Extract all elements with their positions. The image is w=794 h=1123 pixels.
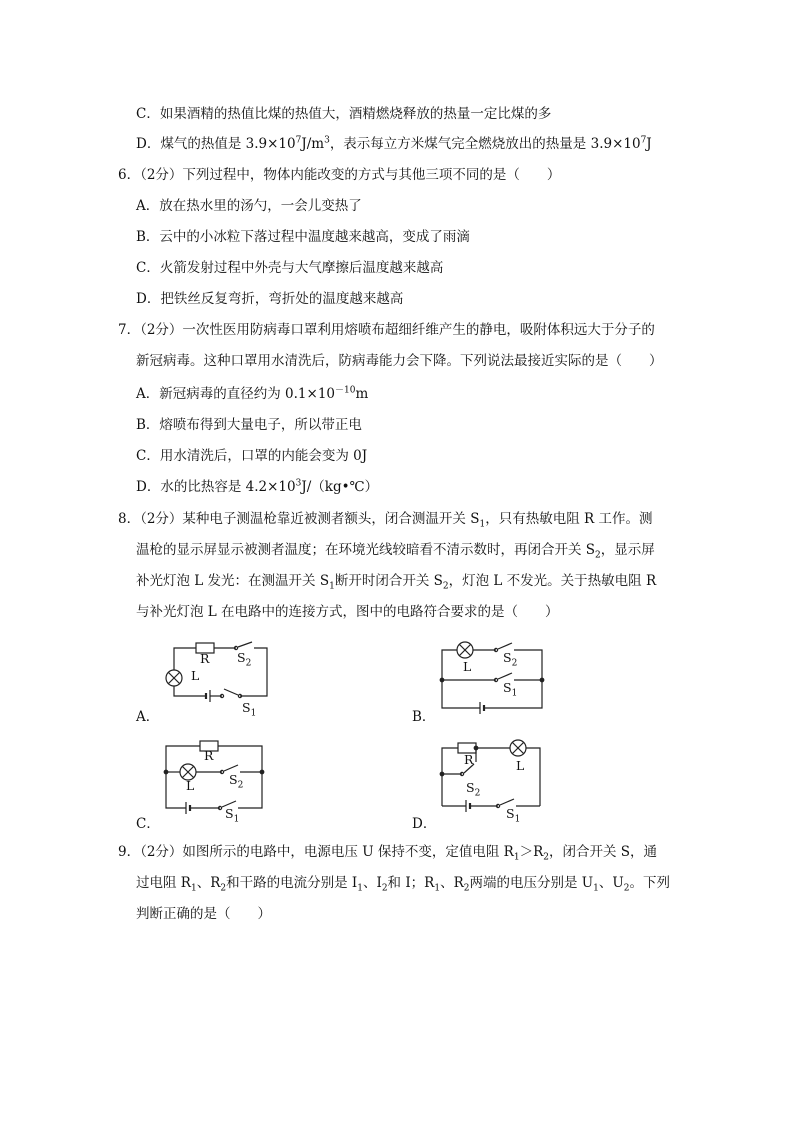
q7-option-b: B．熔喷布得到大量电子，所以带正电 — [136, 417, 362, 433]
circuit-c-s1-label: $S_1$ — [225, 806, 240, 825]
circuit-b-s2-label: $S_2$ — [503, 650, 518, 669]
q9-stem-line3: 判断正确的是（ ） — [136, 906, 271, 922]
q7-option-c: C．用水清洗后，口罩的内能会变为 0J — [136, 448, 368, 464]
q8-stem-line1: 8．（2分）某种电子测温枪靠近被测者额头，闭合测温开关 $S_1$，只有热敏电阻 R 工作。测 — [118, 511, 653, 530]
circuit-d-s2-label: $S_2$ — [466, 780, 481, 799]
q8-stem-line3: 补光灯泡 L 发光：在测温开关 $S_1$断开时闭合开关 $S_2$，灯泡 L 不发光。关于热敏电阻 R — [136, 573, 657, 592]
q9-stem-line1: 9．（2分）如图所示的电路中，电源电压 U 保持不变，定值电阻 $R_1>R_2$，闭合开关 S，通 — [118, 844, 658, 863]
q8-stem-line4: 与补光灯泡 L 在电路中的连接方式，图中的电路符合要求的是（ ） — [136, 604, 559, 620]
circuit-b-s1-label: $S_1$ — [503, 680, 518, 699]
circuit-a-diagram — [160, 638, 280, 718]
q6-option-d: D．把铁丝反复弯折，弯折处的温度越来越高 — [136, 291, 404, 307]
circuit-d-r-label: R — [464, 752, 474, 767]
circuit-b-diagram — [436, 636, 552, 718]
circuit-b-label: B． — [412, 709, 436, 725]
circuit-a-s1-label: $S_1$ — [242, 700, 257, 719]
circuit-d-l-label: L — [516, 758, 525, 773]
q7-option-d: D．水的比热容是 $4.2\times 10^3J/(kg•℃)$ — [136, 478, 379, 495]
circuit-b-l-label: L — [463, 659, 472, 674]
circuit-a-label: A． — [136, 709, 160, 725]
circuit-d-s1-label: $S_1$ — [506, 806, 521, 825]
circuit-c-s2-label: $S_2$ — [229, 772, 244, 791]
circuit-c-label: C． — [136, 816, 160, 832]
circuit-d-diagram — [436, 736, 546, 825]
q6-option-a: A．放在热水里的汤勺，一会儿变热了 — [136, 198, 362, 214]
q5-option-d: D．煤气的热值是 $3.9\times 10^7J/m^3$，表示每立方米煤气完全燃烧放出的热量是 $3.9\times 10^7J$ — [136, 135, 652, 152]
circuit-a-r-label: R — [200, 651, 210, 666]
q8-stem-line2: 温枪的显示屏显示被测者温度；在环境光线较暗看不清示数时，再闭合开关 $S_2$，显示屏 — [136, 542, 655, 561]
q6-option-c: C．火箭发射过程中外壳与大气摩擦后温度越来越高 — [136, 260, 444, 276]
q7-stem-line2: 新冠病毒。这种口罩用水清洗后，防病毒能力会下降。下列说法最接近实际的是（ ） — [136, 353, 663, 369]
circuit-d-label: D． — [412, 816, 437, 832]
circuit-c-l-label: L — [186, 778, 195, 793]
circuit-a-l-label: L — [191, 668, 200, 683]
circuit-c-r-label: R — [204, 748, 214, 763]
q7-stem-line1: 7．（2分）一次性医用防病毒口罩利用熔喷布超细纤维产生的静电，吸附体积远大于分子的 — [118, 322, 655, 338]
q5-option-c: C．如果酒精的热值比煤的热值大，酒精燃烧释放的热量一定比煤的多 — [136, 106, 552, 122]
circuit-a-s2-label: $S_2$ — [237, 650, 252, 669]
q7-option-a: A．新冠病毒的直径约为 $0.1\times 10^{-10}m$ — [136, 385, 369, 402]
q9-stem-line2: 过电阻 $R_1$、$R_2$和干路的电流分别是 $I_1$、$I_2$和 I；$R_1$、$R_2$两端的电压分别是 $U_1$、$U_2$。下列 — [136, 875, 671, 894]
q6-option-b: B．云中的小冰粒下落过程中温度越来越高，变成了雨滴 — [136, 229, 470, 245]
circuit-c-diagram — [160, 738, 270, 825]
q6-stem: 6．（2分）下列过程中，物体内能改变的方式与其他三项不同的是（ ） — [118, 167, 561, 183]
